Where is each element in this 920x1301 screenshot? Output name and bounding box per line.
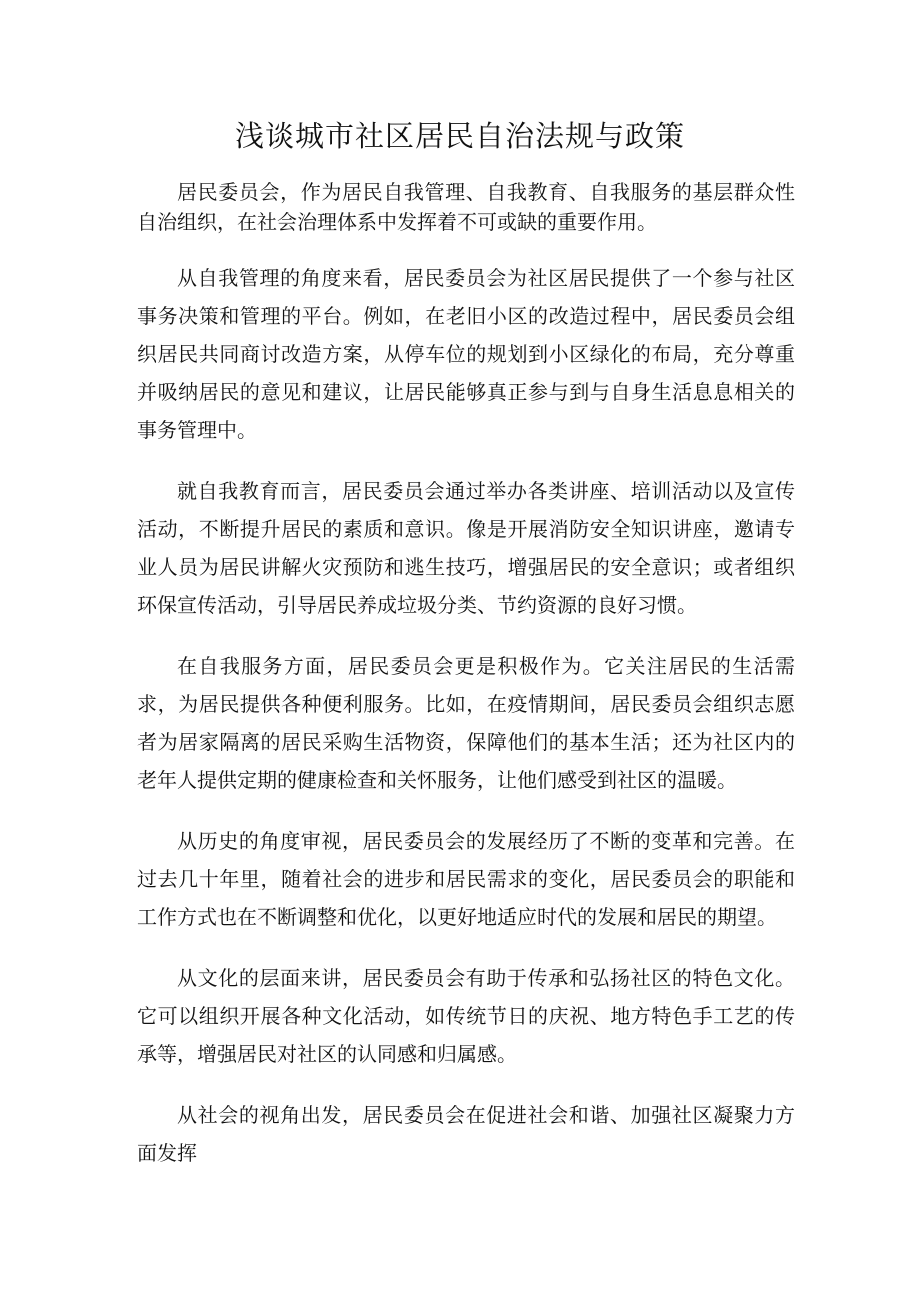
paragraph-self-service: 在自我服务方面，居民委员会更是积极作为。它关注居民的生活需求，为居民提供各种便利服务。比如，在疫情期间，居民委员会组织志愿者为居家隔离的居民采购生活物资，保障他们的基本生活；还为社区内的老年人提供定期的健康检查和关怀服务，让他们感受到社区的温暖。 <box>137 654 795 792</box>
paragraph-culture: 从文化的层面来讲，居民委员会有助于传承和弘扬社区的特色文化。它可以组织开展各种文化活动，如传统节日的庆祝、地方特色手工艺的传承等，增强居民对社区的认同感和归属感。 <box>137 966 795 1066</box>
paragraph-self-management: 从自我管理的角度来看，居民委员会为社区居民提供了一个参与社区事务决策和管理的平台。例如，在老旧小区的改造过程中，居民委员会组织居民共同商讨改造方案，从停车位的规划到小区绿化的布局，充分尊重并吸纳居民的意见和建议，让居民能够真正参与到与自身生活息息相关的事务管理中。 <box>137 266 795 442</box>
paragraph-self-education: 就自我教育而言，居民委员会通过举办各类讲座、培训活动以及宣传活动，不断提升居民的素质和意识。像是开展消防安全知识讲座，邀请专业人员为居民讲解火灾预防和逃生技巧，增强居民的安全意识；或者组织环保宣传活动，引导居民养成垃圾分类、节约资源的良好习惯。 <box>137 479 795 617</box>
document-title: 浅谈城市社区居民自治法规与政策 <box>234 119 685 153</box>
paragraph-history: 从历史的角度审视，居民委员会的发展经历了不断的变革和完善。在过去几十年里，随着社会的进步和居民需求的变化，居民委员会的职能和工作方式也在不断调整和优化，以更好地适应时代的发展和居民的期望。 <box>137 829 795 929</box>
paragraph-society: 从社会的视角出发，居民委员会在促进社会和谐、加强社区凝聚力方面发挥 <box>137 1103 795 1165</box>
document-body <box>137 177 795 1195</box>
paragraph-intro: 居民委员会，作为居民自我管理、自我教育、自我服务的基层群众性自治组织，在社会治理体系中发挥着不可或缺的重要作用。 <box>137 180 795 234</box>
